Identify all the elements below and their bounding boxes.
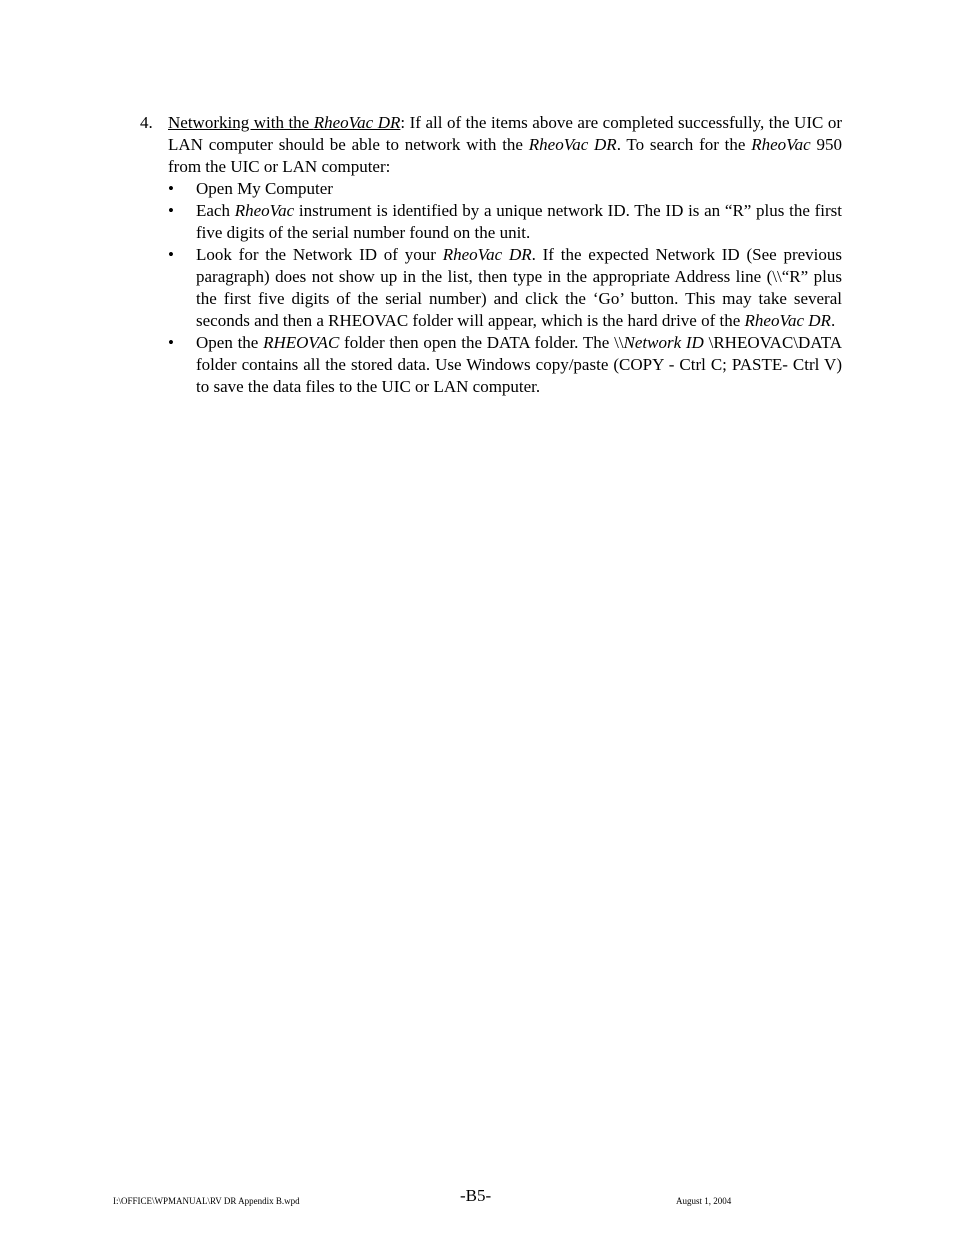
page-number: -B5- xyxy=(460,1186,492,1205)
bullet-item xyxy=(168,200,842,244)
bullet-product-name: RheoVac DR xyxy=(744,311,831,330)
bullet-icon: • xyxy=(168,333,174,352)
page-footer xyxy=(0,1186,954,1216)
bullet-icon: • xyxy=(168,201,174,220)
intro-text-2: . To search for the xyxy=(616,135,752,154)
intro-product-name-1: RheoVac DR xyxy=(528,135,617,154)
intro-product-name-2: RheoVac xyxy=(751,135,811,154)
bullet-product-name: RheoVac xyxy=(234,201,295,220)
bullet-text: \RHEOVAC\DATA folder contains all the stored data. Use Windows copy/paste (COPY - Ctrl C; PASTE- Ctrl V) to save the data files to the UIC or LAN computer. xyxy=(196,333,842,396)
bullet-icon: • xyxy=(168,245,174,264)
bullet-item xyxy=(168,244,842,332)
footer-date: August 1, 2004 xyxy=(676,1196,732,1206)
bullet-list xyxy=(168,178,842,398)
bullet-text: Look for the Network ID of your xyxy=(196,245,443,264)
bullet-text: Each xyxy=(196,201,235,220)
bullet-folder-name: RHEOVAC xyxy=(263,333,340,352)
bullet-text: Open My Computer xyxy=(196,179,333,198)
bullet-network-id: Network ID xyxy=(623,333,704,352)
item-heading xyxy=(168,113,400,132)
footer-file-path: I:\OFFICE\WPMANUAL\RV DR Appendix B.wpd xyxy=(113,1196,300,1206)
bullet-text: instrument is identified by a unique network ID. The ID is an “R” plus the first five digits of the serial number found on the unit. xyxy=(196,201,842,242)
bullet-text: Open the xyxy=(196,333,264,352)
heading-product-name: RheoVac DR xyxy=(313,113,401,132)
numbered-item-networking xyxy=(140,112,842,398)
bullet-icon: • xyxy=(168,179,174,198)
bullet-product-name: RheoVac DR xyxy=(442,245,532,264)
item-paragraph xyxy=(168,112,842,178)
bullet-text: . xyxy=(830,311,836,330)
bullet-text: . If the expected Network ID (See previous paragraph) does not show up in the list, then type in the appropriate Address line (\\“R” plus the first five digits of the serial number) and click the ‘Go’ button. This may take several seconds and then a RHEOVAC folder will appear, which is the hard drive of the xyxy=(196,245,842,330)
bullet-item xyxy=(168,332,842,398)
item-number: 4. xyxy=(140,113,153,132)
bullet-item xyxy=(168,178,842,200)
heading-text: Networking with the xyxy=(168,113,314,132)
intro-text-3: 950 from the UIC or LAN computer: xyxy=(168,135,842,176)
bullet-text: folder then open the DATA folder. The \\ xyxy=(339,333,624,352)
intro-text-1: : If all of the items above are completed successfully, the UIC or LAN computer should be able to network with the xyxy=(168,113,842,154)
